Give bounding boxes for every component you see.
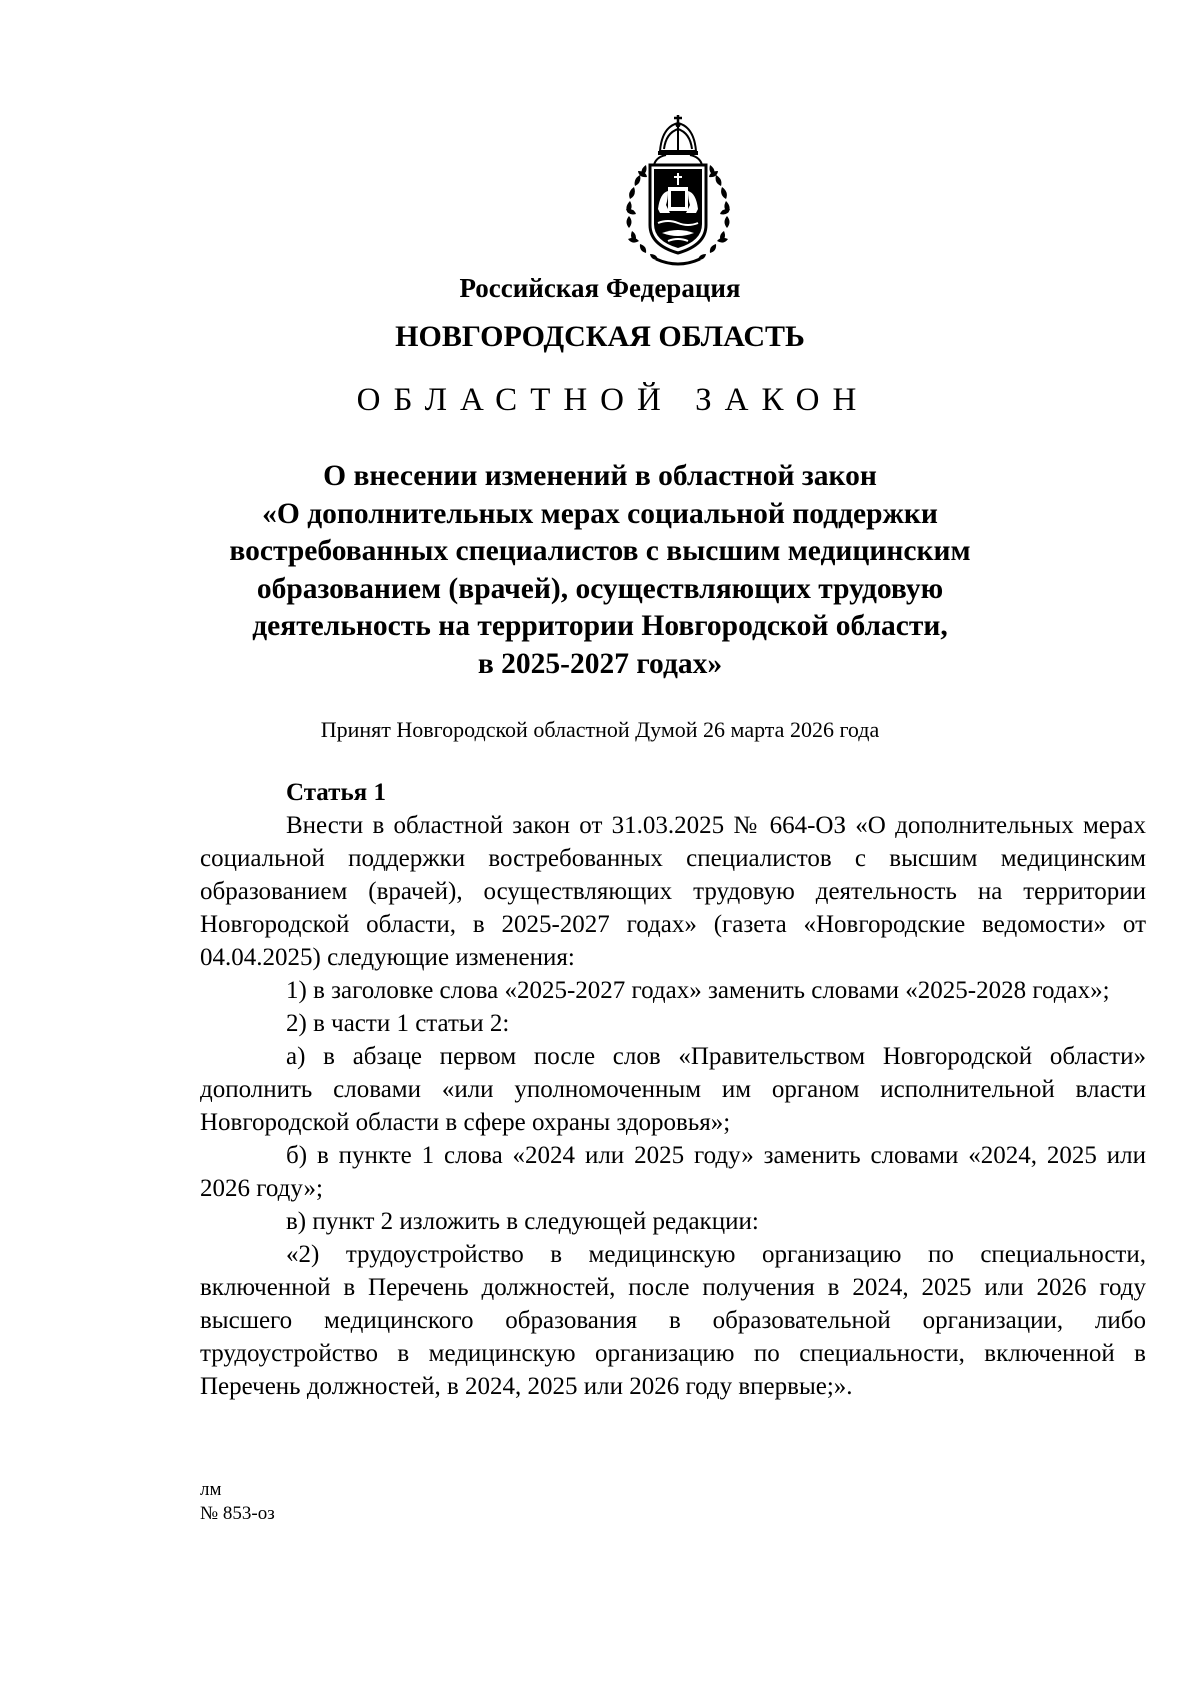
article-heading: Статья 1 bbox=[286, 779, 386, 806]
country-name: Российская Федерация bbox=[459, 273, 741, 303]
title-line: О внесении изменений в областной закон bbox=[323, 460, 877, 492]
law-number: № 853-оз bbox=[200, 1503, 275, 1524]
executor-initials: лм bbox=[200, 1479, 222, 1500]
title-line: востребованных специалистов с высшим медицинским bbox=[229, 535, 971, 567]
adoption-note: Принят Новгородской областной Думой 26 марта 2026 года bbox=[320, 717, 880, 742]
title-line: «О дополнительных мерах социальной поддержки bbox=[262, 497, 938, 530]
title-line: деятельность на территории Новгородской области, bbox=[252, 610, 948, 642]
coat-of-arms-icon bbox=[616, 113, 740, 269]
title-line: образованием (врачей), осуществляющих трудовую bbox=[256, 572, 944, 605]
article-paragraph: в) пункт 2 изложить в следующей редакции: bbox=[286, 1208, 759, 1235]
region-name: НОВГОРОДСКАЯ ОБЛАСТЬ bbox=[395, 320, 805, 353]
law-type: ОБЛАСТНОЙ ЗАКОН bbox=[356, 382, 870, 418]
article-paragraph: 2) в части 1 статьи 2: bbox=[286, 1010, 510, 1037]
law-title bbox=[200, 458, 1000, 683]
article-paragraph: б) в пункте 1 слова «2024 или 2025 году» заменить словами «2024, 2025 или 2026 году»; bbox=[200, 1142, 1146, 1202]
article-paragraph: Внести в областной закон от 31.03.2025 № 664-ОЗ «О дополнительных мерах социальной поддержки востребованных специалистов с высшим медицинским образованием (врачей), осуществляющих трудовую деятельность на территории Новгородской области, в 2025-2027 годах» (газета «Новгородские ведомости» от 04.04.2025) следующие изменения: bbox=[200, 812, 1146, 971]
article-paragraph: «2) трудоустройство в медицинскую организацию по специальности, включенной в Перечень должностей, после получения в 2024, 2025 или 2026 году высшего медицинского образования в образовательной организации, либо трудоустройство в медицинскую организацию по специальности, включенной в Перечень должностей, в 2024, 2025 или 2026 году впервые;». bbox=[200, 1241, 1146, 1400]
article-paragraph: а) в абзаце первом после слов «Правительством Новгородской области» дополнить словами «или уполномоченным им органом исполнительной власти Новгородской области в сфере охраны здоровья»; bbox=[200, 1043, 1146, 1136]
article-body bbox=[200, 776, 1146, 1403]
article-paragraph: 1) в заголовке слова «2025-2027 годах» заменить словами «2025-2028 годах»; bbox=[286, 977, 1110, 1004]
title-line: в 2025-2027 годах» bbox=[477, 647, 723, 680]
document-footer bbox=[200, 1478, 275, 1526]
